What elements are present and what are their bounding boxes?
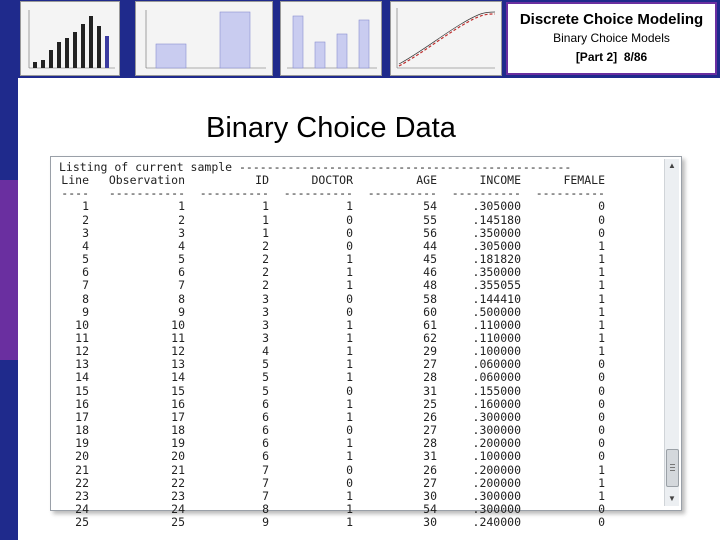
listing-cell: 20 (75, 449, 89, 464)
listing-cell: 8 (262, 502, 269, 517)
listing-cell: 0 (346, 383, 353, 398)
listing-cell: 7 (82, 278, 89, 293)
listing-cell: 54 (423, 502, 437, 517)
listing-cell: 0 (598, 370, 605, 385)
listing-cell: .160000 (472, 396, 521, 411)
table-row (59, 411, 605, 424)
listing-cell: 1 (346, 357, 353, 372)
listing-cell: 0 (598, 199, 605, 214)
listing-cell: 24 (75, 502, 89, 517)
listing-cell: 3 (262, 304, 269, 319)
listing-cell: 2 (262, 265, 269, 280)
listing-cell: INCOME (479, 173, 521, 188)
listing-cell: AGE (416, 173, 437, 188)
listing-cell: 0 (598, 396, 605, 411)
listing-cell: 3 (262, 291, 269, 306)
listing-cell: 9 (82, 304, 89, 319)
listing-cell: .155000 (472, 383, 521, 398)
table-row (59, 332, 605, 345)
listing-cell: 1 (346, 449, 353, 464)
listing-cell: .300000 (472, 409, 521, 424)
listing-cell: 56 (423, 225, 437, 240)
listing-cell: 0 (598, 449, 605, 464)
listing-table (59, 174, 605, 529)
listing-cell: 25 (423, 396, 437, 411)
page-number: 8/86 (623, 50, 648, 64)
listing-cell: 21 (75, 462, 89, 477)
listing-cell: 0 (598, 502, 605, 517)
listing-cell: 0 (346, 238, 353, 253)
listing-cell: 1 (346, 409, 353, 424)
table-row (59, 490, 605, 503)
listing-cell: 45 (423, 252, 437, 267)
listing-header-rule (59, 187, 605, 200)
accent-segment-top (0, 0, 18, 180)
listing-cell: 7 (262, 475, 269, 490)
listing-cell: .300000 (472, 488, 521, 503)
listing-cell: ---------- (199, 186, 269, 201)
listing-cell: 0 (346, 423, 353, 438)
listing-cell: 25 (75, 515, 89, 530)
listing-cell: 1 (598, 278, 605, 293)
table-row (59, 319, 605, 332)
listing-cell: 26 (423, 462, 437, 477)
scroll-up-icon[interactable]: ▲ (668, 161, 676, 170)
listing-cell: .355055 (472, 278, 521, 293)
table-row (59, 345, 605, 358)
listing-cell: 16 (171, 396, 185, 411)
listing-cell: .350000 (472, 225, 521, 240)
table-row (59, 253, 605, 266)
listing-cell: 0 (346, 475, 353, 490)
table-row (59, 266, 605, 279)
listing-cell: 31 (423, 383, 437, 398)
slide-title: Binary Choice Data (206, 112, 456, 144)
listing-cell: 7 (178, 278, 185, 293)
listing-cell: 6 (262, 423, 269, 438)
listing-cell: 4 (178, 238, 185, 253)
table-row (59, 503, 605, 516)
listing-window (50, 156, 682, 530)
listing-cell: 17 (171, 409, 185, 424)
listing-cell: 3 (82, 225, 89, 240)
table-row (59, 293, 605, 306)
listing-cell: 28 (423, 370, 437, 385)
listing-cell: 55 (423, 212, 437, 227)
listing-cell: 0 (598, 225, 605, 240)
listing-cell: 19 (75, 436, 89, 451)
listing-cell: 21 (171, 462, 185, 477)
listing-cell: 1 (346, 265, 353, 280)
table-row (59, 279, 605, 292)
listing-cell: 22 (75, 475, 89, 490)
listing-cell: 4 (262, 344, 269, 359)
table-row (59, 516, 605, 529)
thumbnail-line-plot (390, 1, 502, 76)
listing-cell: 1 (598, 344, 605, 359)
listing-cell: 1 (346, 515, 353, 530)
listing-cell: .145180 (472, 212, 521, 227)
listing-cell: ----------- (108, 186, 185, 201)
listing-cell: 1 (178, 199, 185, 214)
listing-cell: 44 (423, 238, 437, 253)
table-row (59, 424, 605, 437)
listing-cell: FEMALE (563, 173, 605, 188)
listing-cell: 3 (262, 331, 269, 346)
listing-cell: 6 (178, 265, 185, 280)
listing-cell: ---------- (451, 186, 521, 201)
listing-cell: 1 (346, 252, 353, 267)
listing-cell: 1 (346, 396, 353, 411)
listing-cell: 11 (75, 331, 89, 346)
listing-cell: 10 (75, 317, 89, 332)
listing-cell: 23 (75, 488, 89, 503)
listing-cell: 1 (82, 199, 89, 214)
line-thumbnail-graphic (391, 2, 501, 75)
table-row (59, 371, 605, 384)
listing-cell: 15 (171, 383, 185, 398)
table-row (59, 450, 605, 463)
listing-cell: .200000 (472, 462, 521, 477)
listing-cell: 8 (82, 291, 89, 306)
listing-cell: 16 (75, 396, 89, 411)
listing-cell: 27 (423, 357, 437, 372)
listing-cell: .100000 (472, 449, 521, 464)
listing-cell: 18 (171, 423, 185, 438)
listing-cell: 0 (598, 436, 605, 451)
listing-cell: 5 (178, 252, 185, 267)
listing-cell: 30 (423, 488, 437, 503)
scroll-down-icon[interactable]: ▼ (668, 494, 676, 503)
listing-cell: 2 (262, 238, 269, 253)
listing-cell: 46 (423, 265, 437, 280)
listing-cell: 27 (423, 475, 437, 490)
listing-cell: 0 (598, 423, 605, 438)
listing-cell: ---------- (367, 186, 437, 201)
listing-cell: 30 (423, 515, 437, 530)
listing-cell: 58 (423, 291, 437, 306)
table-row (59, 358, 605, 371)
vertical-scrollbar[interactable] (664, 159, 679, 506)
listing-cell: 0 (598, 383, 605, 398)
listing-cell: Line (61, 173, 89, 188)
table-row (59, 385, 605, 398)
listing-cell: ---- (61, 186, 89, 201)
listing-cell: .110000 (472, 331, 521, 346)
listing-title-line: Listing of current sample ------------------------------------------------ (59, 160, 572, 174)
table-row (59, 200, 605, 213)
listing-cell: .500000 (472, 304, 521, 319)
thumbnail-bar-four (280, 1, 382, 76)
listing-cell: 8 (178, 291, 185, 306)
listing-cell: 29 (423, 344, 437, 359)
grip-line (670, 470, 675, 471)
listing-cell: .110000 (472, 317, 521, 332)
listing-cell: 2 (262, 278, 269, 293)
listing-cell: 12 (171, 344, 185, 359)
listing-cell: 9 (262, 515, 269, 530)
listing-cell: 23 (171, 488, 185, 503)
listing-cell: 3 (262, 317, 269, 332)
listing-cell: ---------- (535, 186, 605, 201)
listing-output (59, 160, 649, 530)
listing-cell: 19 (171, 436, 185, 451)
listing-cell: DOCTOR (311, 173, 353, 188)
listing-cell: 1 (346, 370, 353, 385)
table-row (59, 437, 605, 450)
table-row (59, 464, 605, 477)
part-page-indicator (508, 50, 715, 64)
listing-cell: 2 (178, 212, 185, 227)
listing-cell: .060000 (472, 357, 521, 372)
listing-cell: 1 (346, 199, 353, 214)
listing-cell: .305000 (472, 238, 521, 253)
table-row (59, 398, 605, 411)
listing-cell: 6 (82, 265, 89, 280)
listing-cell: 1 (598, 331, 605, 346)
bar-four-thumbnail-graphic (281, 2, 381, 75)
listing-cell: .181820 (472, 252, 521, 267)
listing-cell: 0 (346, 212, 353, 227)
listing-cell: .350000 (472, 265, 521, 280)
listing-cell: 12 (75, 344, 89, 359)
part-label: [Part 2] (575, 50, 618, 64)
listing-cell: 60 (423, 304, 437, 319)
listing-cell: .305000 (472, 199, 521, 214)
listing-cell: 1 (346, 331, 353, 346)
listing-cell: 17 (75, 409, 89, 424)
table-row (59, 227, 605, 240)
listing-cell: 1 (598, 265, 605, 280)
table-row (59, 214, 605, 227)
listing-cell: .200000 (472, 475, 521, 490)
listing-cell: 1 (262, 212, 269, 227)
listing-cell: .200000 (472, 436, 521, 451)
table-row (59, 240, 605, 253)
listing-cell: 6 (262, 436, 269, 451)
listing-cell: 1 (598, 317, 605, 332)
listing-cell: 6 (262, 409, 269, 424)
listing-cell: 14 (171, 370, 185, 385)
listing-cell: .240000 (472, 515, 521, 530)
listing-cell: 1 (598, 304, 605, 319)
listing-cell: .300000 (472, 502, 521, 517)
listing-cell: 6 (262, 396, 269, 411)
listing-cell: 25 (171, 515, 185, 530)
course-title: Discrete Choice Modeling (519, 11, 704, 28)
listing-cell: 20 (171, 449, 185, 464)
grip-line (670, 464, 675, 465)
listing-cell: 1 (346, 344, 353, 359)
listing-cell: 2 (262, 252, 269, 267)
listing-cell: 54 (423, 199, 437, 214)
listing-cell: 0 (598, 357, 605, 372)
listing-cell: 27 (423, 423, 437, 438)
listing-cell: 22 (171, 475, 185, 490)
scrollbar-thumb[interactable] (666, 449, 679, 487)
table-row (59, 477, 605, 490)
listing-cell: 1 (262, 199, 269, 214)
listing-cell: 4 (82, 238, 89, 253)
thumbnail-bar-two (135, 1, 273, 76)
listing-cell: 1 (598, 475, 605, 490)
listing-cell: 0 (598, 409, 605, 424)
listing-cell: Observation (108, 173, 185, 188)
listing-cell: 1 (598, 238, 605, 253)
listing-cell: 0 (346, 462, 353, 477)
table-row (59, 306, 605, 319)
listing-cell: 61 (423, 317, 437, 332)
accent-segment-bottom (0, 360, 18, 540)
bar-thumbnail-graphic (136, 2, 272, 75)
listing-cell: 28 (423, 436, 437, 451)
grip-line (670, 467, 675, 468)
listing-cell: 6 (262, 449, 269, 464)
listing-table-body (59, 174, 605, 529)
histogram-thumbnail-graphic (21, 2, 119, 75)
listing-cell: 0 (598, 212, 605, 227)
listing-cell: 1 (346, 317, 353, 332)
listing-cell: 5 (262, 370, 269, 385)
listing-cell: 1 (346, 436, 353, 451)
listing-cell: ID (255, 173, 269, 188)
listing-cell: 1 (598, 252, 605, 267)
accent-segment-purple (0, 180, 18, 360)
listing-cell: 7 (262, 488, 269, 503)
listing-cell: 62 (423, 331, 437, 346)
lecture-subtitle: Binary Choice Models (553, 31, 670, 45)
listing-cell: 13 (75, 357, 89, 372)
listing-cell: 1 (598, 462, 605, 477)
listing-cell: 1 (346, 502, 353, 517)
listing-cell: 0 (598, 515, 605, 530)
listing-cell: 1 (598, 291, 605, 306)
listing-cell: 5 (262, 357, 269, 372)
listing-cell: .144410 (472, 291, 521, 306)
listing-cell: 13 (171, 357, 185, 372)
listing-cell: 48 (423, 278, 437, 293)
listing-cell: 11 (171, 331, 185, 346)
listing-cell: 24 (171, 502, 185, 517)
listing-cell: .060000 (472, 370, 521, 385)
listing-cell: 10 (171, 317, 185, 332)
listing-cell: 1 (346, 488, 353, 503)
listing-cell: 3 (178, 225, 185, 240)
listing-cell: 18 (75, 423, 89, 438)
listing-cell: 0 (346, 291, 353, 306)
listing-cell: 15 (75, 383, 89, 398)
listing-cell: .100000 (472, 344, 521, 359)
listing-cell: 31 (423, 449, 437, 464)
listing-cell: 1 (262, 225, 269, 240)
listing-cell: 0 (346, 304, 353, 319)
listing-cell: 14 (75, 370, 89, 385)
listing-cell: .300000 (472, 423, 521, 438)
listing-cell: 1 (346, 278, 353, 293)
listing-cell: 1 (598, 488, 605, 503)
listing-cell: 5 (82, 252, 89, 267)
listing-cell: 0 (346, 225, 353, 240)
thumbnail-histogram (20, 1, 120, 76)
listing-cell: 9 (178, 304, 185, 319)
left-accent-bar (0, 0, 18, 540)
listing-cell: 26 (423, 409, 437, 424)
listing-cell: ---------- (283, 186, 353, 201)
listing-cell: 2 (82, 212, 89, 227)
slide-header-box (506, 2, 717, 75)
listing-cell: 7 (262, 462, 269, 477)
listing-cell: 5 (262, 383, 269, 398)
